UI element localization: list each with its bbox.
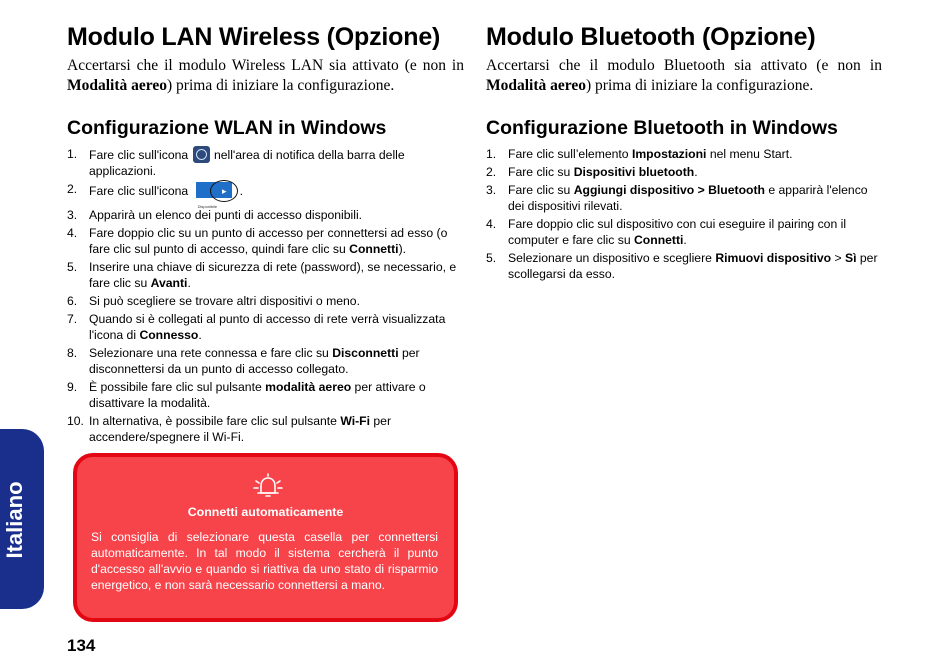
step-number: 5. <box>486 251 497 265</box>
list-item <box>67 345 464 377</box>
step-number: 8. <box>67 346 78 360</box>
bluetooth-intro-text: Accertarsi che il modulo Bluetooth sia attivato (e non in <box>486 57 882 74</box>
step-text: Fare clic sull’elemento <box>508 147 632 161</box>
step-text: . <box>683 233 687 247</box>
step-bold: Dispositivi bluetooth <box>573 165 695 179</box>
step-number: 2. <box>486 165 497 179</box>
wlan-intro <box>67 56 464 96</box>
step-number: 3. <box>486 183 497 197</box>
step-bold: Avanti <box>150 276 188 290</box>
tip-body: Si consiglia di selezionare questa casella per connettersi automaticamente. In tal modo il sistema cercherà il punto d'accesso all'avvio e quando si riattiva da uno stato di risparmio energetico, e non sarà necessario connettersi a mano. <box>91 530 438 592</box>
wlan-intro-text: Accertarsi che il modulo Wireless LAN sia attivato (e non in <box>67 57 464 74</box>
step-bold: Connesso <box>139 328 199 342</box>
list-item <box>67 259 464 291</box>
step-text: Si può scegliere se trovare altri dispositivi o meno. <box>89 294 360 308</box>
step-number: 2. <box>67 182 78 196</box>
wlan-intro-end: ) prima di iniziare la configurazione. <box>167 77 395 94</box>
step-bold: Aggiungi dispositivo > Bluetooth <box>573 183 765 197</box>
step-text: Selezionare una rete connessa e fare clic su <box>89 346 333 360</box>
language-tab-label: Italiano <box>2 481 27 559</box>
bluetooth-intro <box>486 56 882 96</box>
step-number: 1. <box>486 147 497 161</box>
list-item <box>67 225 464 257</box>
step-text: nell'area di notifica della barra delle applicazioni. <box>89 148 405 178</box>
step-text: ). <box>398 242 407 256</box>
step-text: Selezionare un dispositivo e scegliere <box>508 251 716 265</box>
bluetooth-section-title: Configurazione Bluetooth in Windows <box>486 117 838 139</box>
list-item <box>67 293 464 309</box>
list-item <box>67 311 464 343</box>
step-text: Quando si è collegati al punto di accesso di rete verrà visualizzata l'icona di <box>89 312 446 342</box>
wlan-title: Modulo LAN Wireless (Opzione) <box>67 23 441 51</box>
step-number: 4. <box>486 217 497 231</box>
list-item <box>67 181 464 209</box>
list-item <box>486 182 882 214</box>
wlan-steps <box>67 146 464 445</box>
step-text: per accendere/spegnere il Wi-Fi. <box>89 414 392 444</box>
step-text: Fare clic sull'icona <box>89 184 192 198</box>
list-item <box>67 146 464 179</box>
step-text: Apparirà un elenco dei punti di accesso disponibili. <box>89 208 363 222</box>
step-number: 9. <box>67 380 78 394</box>
step-number: 1. <box>67 147 78 161</box>
step-text: In alternativa, è possibile fare clic sul pulsante <box>89 414 341 428</box>
step-bold: modalità aereo <box>265 380 352 394</box>
step-number: 7. <box>67 312 78 326</box>
tip-box <box>73 453 458 622</box>
list-item <box>486 250 882 282</box>
wlan-intro-bold: Modalità aereo <box>67 77 168 94</box>
bluetooth-intro-bold: Modalità aereo <box>486 77 587 94</box>
bluetooth-column <box>486 20 882 284</box>
step-text: per disconnettersi da un punto di accesso collegato. <box>89 346 420 376</box>
step-text: per attivare o disattivare la modalità. <box>89 380 426 410</box>
step-text: Fare clic su <box>508 183 574 197</box>
step-bold: Connetti <box>349 242 399 256</box>
step-text: Fare doppio clic su un punto di accesso per connettersi ad esso (o fare clic sul punto di accesso, quindi fare clic su <box>89 226 448 256</box>
tip-title: Connetti automaticamente <box>187 505 344 519</box>
bluetooth-title: Modulo Bluetooth (Opzione) <box>486 23 816 51</box>
step-number: 6. <box>67 294 78 308</box>
step-text: . <box>198 328 202 342</box>
wireless-network-icon <box>193 146 210 163</box>
step-text: Fare doppio clic sul dispositivo con cui eseguire il pairing con il computer e fare clic su <box>508 217 847 247</box>
wlan-section-title: Configurazione WLAN in Windows <box>67 117 387 139</box>
wlan-column <box>67 20 464 447</box>
step-text: Inserire una chiave di sicurezza di rete (password), se necessario, e fare clic su <box>89 260 457 290</box>
step-text: . <box>694 165 698 179</box>
step-bold: Rimuovi dispositivo <box>715 251 832 265</box>
page-number: 134 <box>67 636 96 655</box>
bluetooth-steps <box>486 146 882 282</box>
step-number: 5. <box>67 260 78 274</box>
step-bold: Disconnetti <box>332 346 399 360</box>
step-bold: Connetti <box>634 233 684 247</box>
step-number: 4. <box>67 226 78 240</box>
step-bold: Wi-Fi <box>340 414 371 428</box>
step-text: Fare clic su <box>508 165 574 179</box>
step-text: nel menu Start. <box>706 147 793 161</box>
list-item <box>486 146 882 162</box>
list-item <box>67 379 464 411</box>
step-text: > <box>831 251 845 265</box>
network-tile-icon <box>196 181 240 209</box>
step-number: 10. <box>67 414 84 428</box>
list-item <box>67 413 464 445</box>
step-text: È possibile fare clic sul pulsante <box>89 380 266 394</box>
step-bold: Sì <box>845 251 857 265</box>
step-text: e apparirà l'elenco dei dispositivi rilevati. <box>508 183 868 213</box>
step-text: Fare clic sull'icona <box>89 148 192 162</box>
step-text: per scollegarsi da esso. <box>508 251 878 281</box>
list-item <box>67 207 464 223</box>
step-number: 3. <box>67 208 78 222</box>
bell-icon <box>250 471 286 499</box>
tile-caption: Disponibile <box>197 204 218 209</box>
bluetooth-intro-end: ) prima di iniziare la configurazione. <box>586 77 814 94</box>
list-item <box>486 164 882 180</box>
step-text: . <box>239 184 243 198</box>
list-item <box>486 216 882 248</box>
step-text: . <box>187 276 191 290</box>
step-bold: Impostazioni <box>631 147 707 161</box>
